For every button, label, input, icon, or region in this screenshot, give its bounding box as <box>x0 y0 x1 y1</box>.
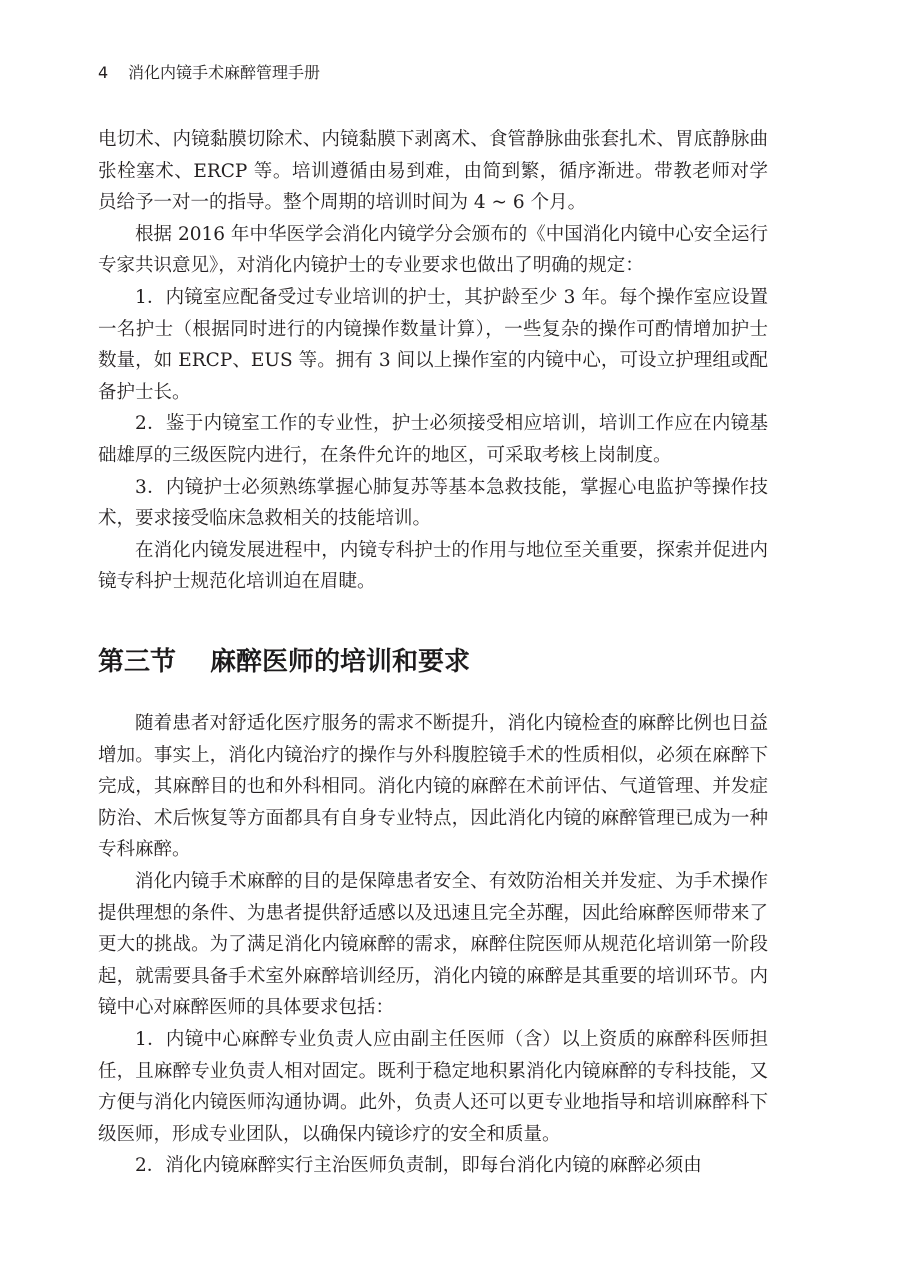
paragraph: 根据 2016 年中华医学会消化内镜学分会颁布的《中国消化内镜中心安全运行专家共识意见》，对消化内镜护士的专业要求也做出了明确的规定： <box>98 223 768 277</box>
section-title: 麻醉医师的培训和要求 <box>210 647 471 677</box>
text-block-after-section <box>98 708 768 1182</box>
paragraph: 消化内镜手术麻醉的目的是保障患者安全、有效防治相关并发症、为手术操作提供理想的条件、为患者提供舒适感以及迅速且完全苏醒，因此给麻醉医师带来了更大的挑战。为了满足消化内镜麻醉的需求，麻醉住院医师从规范化培训第一阶段起，就需要具备手术室外麻醉培训经历，消化内镜的麻醉是其重要的培训环节。内镜中心对麻醉医师的具体要求包括： <box>98 870 768 1019</box>
paragraph: 在消化内镜发展进程中，内镜专科护士的作用与地位至关重要，探索并促进内镜专科护士规范化培训迫在眉睫。 <box>98 539 768 593</box>
running-header <box>98 62 320 84</box>
section-heading <box>98 644 470 680</box>
text-block-before-section <box>98 124 768 598</box>
section-number: 第三节 <box>98 647 177 677</box>
list-item-nurse-skills: 3．内镜护士必须熟练掌握心肺复苏等基本急救技能，掌握心电监护等操作技术，要求接受临床急救相关的技能培训。 <box>98 476 768 530</box>
book-title: 消化内镜手术麻醉管理手册 <box>128 63 321 82</box>
paragraph-continued: 电切术、内镜黏膜切除术、内镜黏膜下剥离术、食管静脉曲张套扎术、胃底静脉曲张栓塞术、ERCP 等。培训遵循由易到难，由简到繁，循序渐进。带教老师对学员给予一对一的指导。整个周期的培训时间为 4 ~ 6 个月。 <box>98 129 768 214</box>
paragraph: 随着患者对舒适化医疗服务的需求不断提升，消化内镜检查的麻醉比例也日益增加。事实上，消化内镜治疗的操作与外科腹腔镜手术的性质相似，必须在麻醉下完成，其麻醉目的也和外科相同。消化内镜的麻醉在术前评估、气道管理、并发症防治、术后恢复等方面都具有自身专业特点，因此消化内镜的麻醉管理已成为一种专科麻醉。 <box>98 713 768 861</box>
list-item-attending-responsibility: 2．消化内镜麻醉实行主治医师负责制，即每台消化内镜的麻醉必须由 <box>135 1155 702 1177</box>
list-item-nurse-qualification: 1．内镜室应配备受过专业培训的护士，其护龄至少 3 年。每个操作室应设置一名护士（根据同时进行的内镜操作数量计算），一些复杂的操作可酌情增加护士数量，如 ERCP、EUS 等。拥有 3 间以上操作室的内镜中心，可设立护理组或配备护士长。 <box>98 286 768 403</box>
list-item-anesthesia-lead: 1．内镜中心麻醉专业负责人应由副主任医师（含）以上资质的麻醉科医师担任，且麻醉专业负责人相对固定。既利于稳定地积累消化内镜麻醉的专科技能，又方便与消化内镜医师沟通协调。此外，负责人还可以更专业地指导和培训麻醉科下级医师，形成专业团队，以确保内镜诊疗的安全和质量。 <box>98 1028 768 1145</box>
page-number: 4 <box>98 63 109 82</box>
list-item-nurse-training: 2．鉴于内镜室工作的专业性，护士必须接受相应培训，培训工作应在内镜基础雄厚的三级医院内进行，在条件允许的地区，可采取考核上岗制度。 <box>98 413 768 466</box>
